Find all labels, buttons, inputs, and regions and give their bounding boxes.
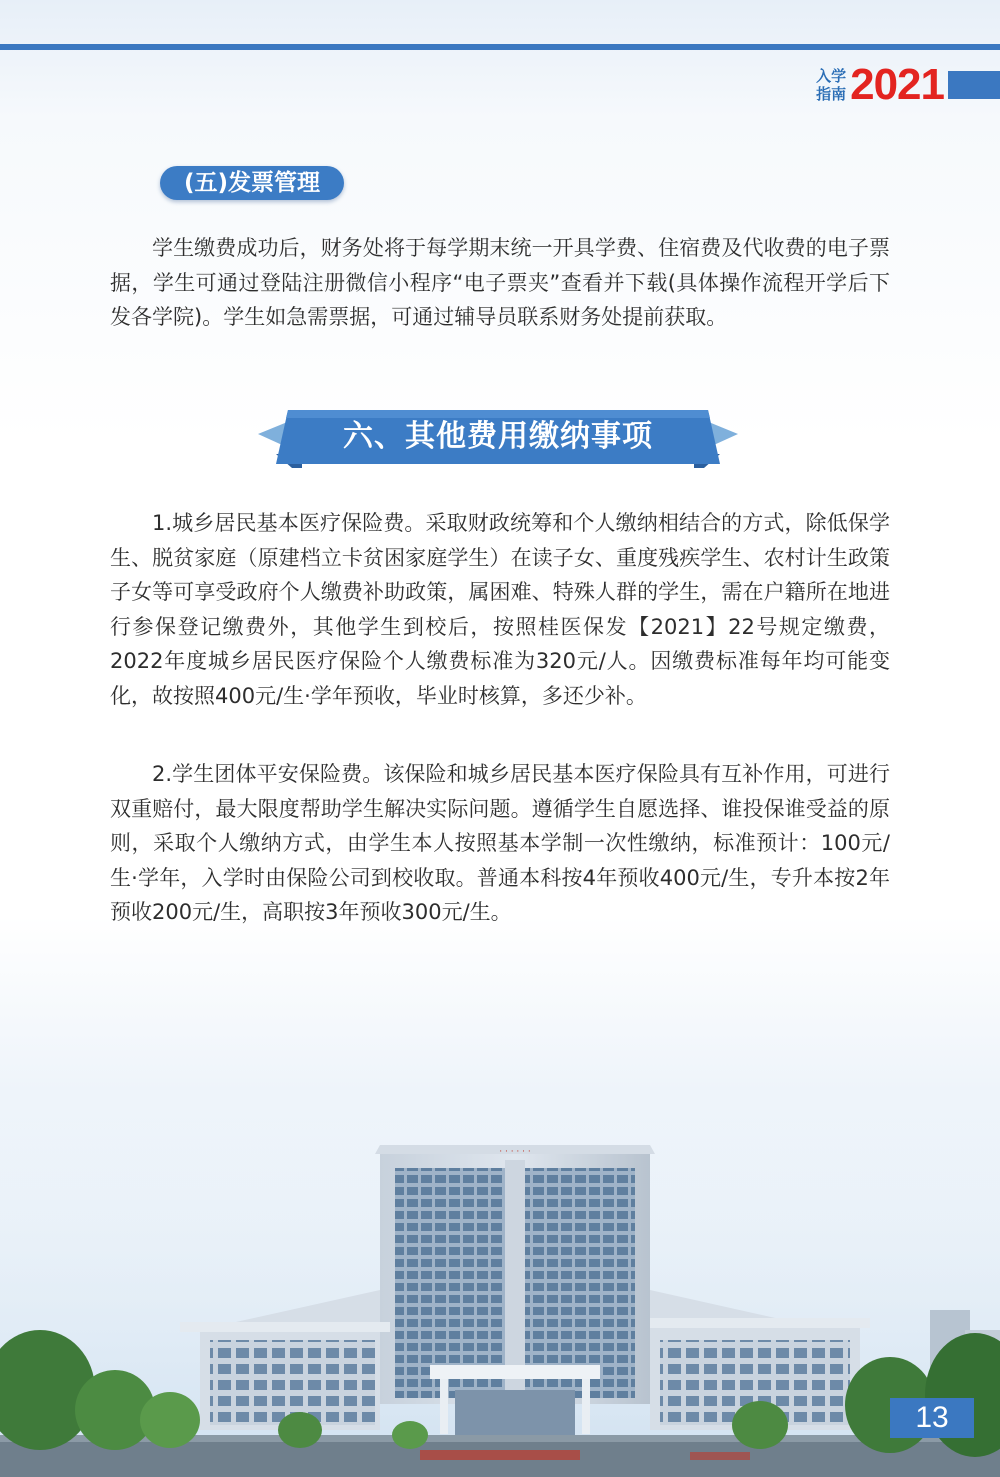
guide-label-line2: 指南 (816, 85, 847, 103)
section-6-banner (258, 406, 738, 468)
section-5-heading: (五)发票管理 (160, 166, 344, 200)
building-sign: · · · · · · (499, 1147, 531, 1157)
accident-insurance-paragraph: 2.学生团体平安保险费。该保险和城乡居民基本医疗保险具有互补作用，可进行双重赔付，最大限度帮助学生解决实际问题。遵循学生自愿选择、谁投保谁受益的原则，采取个人缴纳方式，由学生本人按照基本学制一次性缴纳，标准预计：100元/生·学年，入学时由保险公司到校收取。普通本科按4年预收400元/生，专升本按2年预收200元/生，高职按3年预收300元/生。 (110, 762, 890, 924)
page-number: 13 (890, 1398, 974, 1438)
guide-brand (816, 62, 1000, 108)
campus-building-image (0, 1090, 1000, 1477)
guide-label (816, 67, 846, 103)
guide-year: 2021 (850, 60, 944, 109)
medical-insurance-paragraph: 1.城乡居民基本医疗保险费。采取财政统筹和个人缴纳相结合的方式，除低保学生、脱贫家庭（原建档立卡贫困家庭学生）在读子女、重度残疾学生、农村计生政策子女等可享受政府个人缴费补助政策，属困难、特殊人群的学生，需在户籍所在地进行参保登记缴费外，其他学生到校后，按照桂医保发【2021】22号规定缴费，2022年度城乡居民医疗保险个人缴费标准为320元/人。因缴费标准每年均可能变化，故按照400元/生·学年预收，毕业时核算，多还少补。 (110, 511, 890, 708)
top-rule (0, 44, 1000, 50)
section-6-title: 六、其他费用缴纳事项 (343, 419, 653, 454)
brand-bar (948, 71, 1000, 99)
guide-label-line1: 入学 (816, 67, 847, 85)
section-5-paragraph: 学生缴费成功后，财务处将于每学期末统一开具学费、住宿费及代收费的电子票据，学生可通过登陆注册微信小程序“电子票夹”查看并下载(具体操作流程开学后下发各学院)。学生如急需票据，可通过辅导员联系财务处提前获取。 (110, 236, 890, 329)
